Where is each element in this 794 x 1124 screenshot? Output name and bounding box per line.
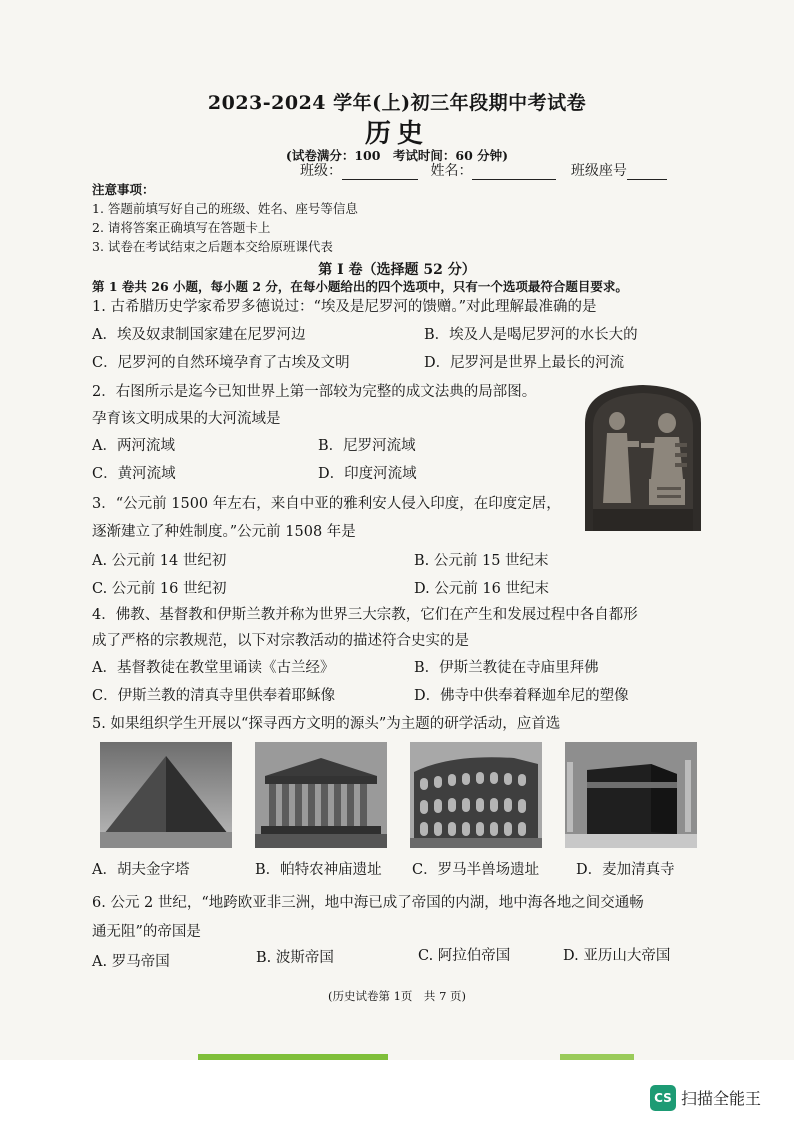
- question-2-stem: 孕育该文明成果的大河流域是: [92, 411, 281, 427]
- question-5-option-c: C．罗马半兽场遗址: [412, 862, 540, 878]
- question-2-stem: 2．右图所示是迄今已知世界上第一部较为完整的成文法典的局部图。: [92, 384, 537, 400]
- scanner-app-name: 扫描全能王: [681, 1089, 762, 1108]
- question-1-option-b: B．埃及人是喝尼罗河的水长大的: [424, 327, 638, 343]
- name-label: 姓名：: [430, 163, 473, 179]
- question-4-option-d: D．佛寺中供奉着释迦牟尼的塑像: [414, 688, 629, 704]
- seat-blank: [627, 165, 667, 180]
- question-5-option-a: A．胡夫金字塔: [92, 862, 190, 878]
- notice-heading: 注意事项：: [92, 182, 155, 197]
- subject-title: 历史: [364, 119, 429, 149]
- class-blank: [342, 165, 418, 180]
- question-6-option-d: D. 亚历山大帝国: [563, 948, 671, 964]
- question-2-option-a: A．两河流域: [92, 438, 175, 454]
- pyramid-photo: [100, 742, 232, 848]
- name-blank: [472, 165, 556, 180]
- exam-title: 2023-2024 学年(上)初三年段期中考试卷: [207, 92, 587, 114]
- question-3-option-c: C. 公元前 16 世纪初: [92, 581, 227, 597]
- question-4-option-a: A．基督教徒在教堂里诵读《古兰经》: [92, 660, 335, 676]
- colosseum-photo: [410, 742, 542, 848]
- camscanner-logo-icon: CS: [650, 1085, 676, 1111]
- question-4-option-c: C．伊斯兰教的清真寺里供奉着耶稣像: [92, 688, 336, 704]
- exam-meta: (试卷满分：100 考试时间：60 分钟): [285, 148, 509, 163]
- notice-item: 3. 试卷在考试结束之后题本交给原班课代表: [92, 239, 333, 254]
- question-5-stem: 5. 如果组织学生开展以“探寻西方文明的源头”为主题的研学活动，应首选: [92, 716, 561, 732]
- question-1-stem: 1. 古希腊历史学家希罗多德说过：“埃及是尼罗河的馈赠。”对此理解最准确的是: [92, 299, 597, 315]
- question-5-option-b: B．帕特农神庙遗址: [255, 862, 382, 878]
- question-3-stem: 逐渐建立了种姓制度。”公元前 1508 年是: [92, 524, 356, 540]
- question-6-option-c: C. 阿拉伯帝国: [418, 948, 511, 964]
- parthenon-photo: [255, 742, 387, 848]
- question-3-option-b: B. 公元前 15 世纪末: [414, 553, 549, 569]
- question-4-option-b: B．伊斯兰教徒在寺庙里拜佛: [414, 660, 599, 676]
- question-1-option-d: D．尼罗河是世界上最长的河流: [424, 355, 625, 371]
- question-2-option-b: B．尼罗河流域: [318, 438, 416, 454]
- question-1-option-a: A．埃及奴隶制国家建在尼罗河边: [92, 327, 306, 343]
- student-info-row: [300, 160, 667, 180]
- scan-edge-mark: [198, 1054, 388, 1060]
- question-6-stem: 6. 公元 2 世纪，“地跨欧亚非三洲，地中海已成了帝国的内湖，地中海各地之间交通畅: [92, 895, 644, 911]
- code-of-hammurabi-image: [579, 383, 707, 531]
- notice-item: 1. 答题前填写好自己的班级、姓名、座号等信息: [92, 201, 358, 216]
- seat-label: 班级座号: [570, 163, 627, 179]
- question-1-option-c: C．尼罗河的自然环境孕育了古埃及文明: [92, 355, 350, 371]
- section-title: 第 I 卷（选择题 52 分）: [318, 262, 476, 278]
- scan-edge-mark: [560, 1054, 634, 1060]
- question-3-stem: 3．“公元前 1500 年左右，来自中亚的雅利安人侵入印度，在印度定居，: [92, 496, 561, 512]
- question-5-option-d: D．麦加清真寺: [576, 862, 675, 878]
- question-4-stem: 成了严格的宗教规范，以下对宗教活动的描述符合史实的是: [92, 633, 469, 649]
- question-6-stem: 通无阻”的帝国是: [92, 924, 201, 940]
- question-3-option-a: A. 公元前 14 世纪初: [92, 553, 227, 569]
- question-6-option-b: B. 波斯帝国: [256, 950, 334, 966]
- section-instructions: 第 1 卷共 26 小题，每小题 2 分，在每小题给出的四个选项中，只有一个选项最符合题目要求。: [92, 279, 628, 294]
- page-footer: (历史试卷第 1页 共 7 页): [327, 989, 467, 1003]
- class-label: 班级：: [300, 163, 342, 179]
- question-2-option-d: D．印度河流域: [318, 466, 417, 482]
- question-4-stem: 4．佛教、基督教和伊斯兰教并称为世界三大宗教，它们在产生和发展过程中各自都形: [92, 607, 638, 623]
- notice-item: 2. 请将答案正确填写在答题卡上: [92, 220, 271, 235]
- question-3-option-d: D. 公元前 16 世纪末: [414, 581, 549, 597]
- kaaba-photo: [565, 742, 697, 848]
- question-6-option-a: A. 罗马帝国: [92, 954, 170, 970]
- question-2-option-c: C．黄河流域: [92, 466, 176, 482]
